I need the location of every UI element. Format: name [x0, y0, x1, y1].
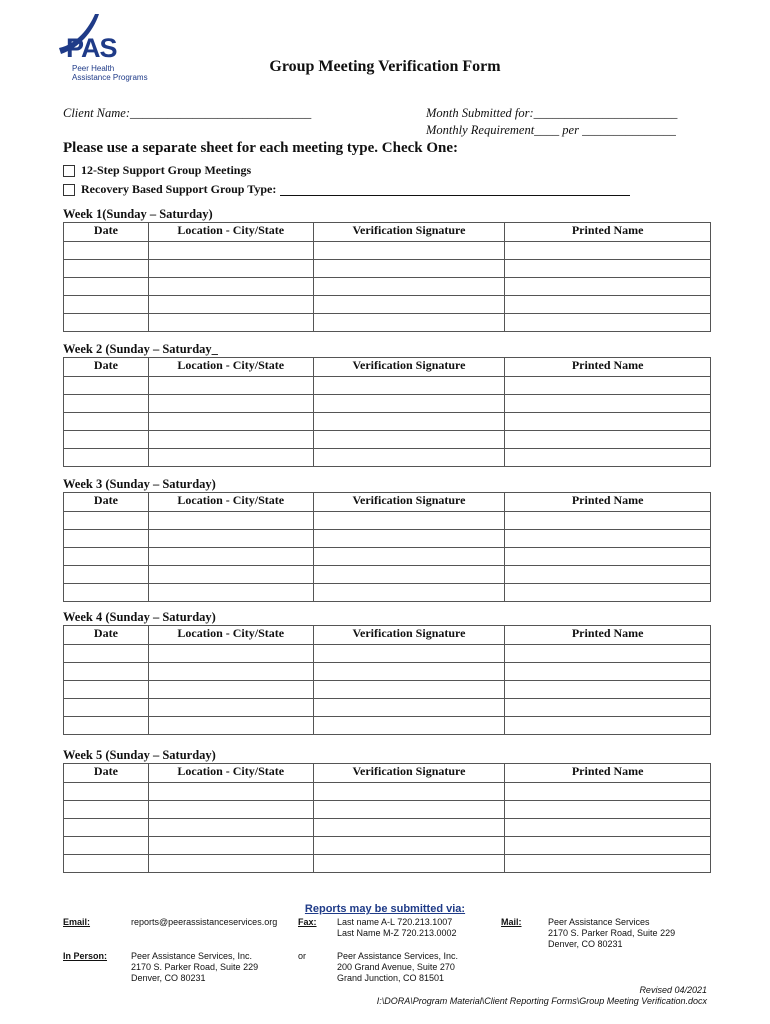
week-5-table	[63, 763, 711, 873]
table-row[interactable]	[64, 530, 711, 548]
table-row[interactable]	[64, 512, 711, 530]
col-date: Date	[64, 358, 149, 377]
table-row[interactable]	[64, 260, 711, 278]
col-signature: Verification Signature	[313, 358, 505, 377]
week-4-table	[63, 625, 711, 735]
table-row[interactable]	[64, 413, 711, 431]
in-person-label: In Person:	[63, 951, 108, 961]
table-row[interactable]	[64, 242, 711, 260]
table-row[interactable]	[64, 377, 711, 395]
instruction-heading: Please use a separate sheet for each meeting type. Check One:	[63, 140, 459, 156]
col-signature: Verification Signature	[313, 223, 505, 242]
table-header-row	[64, 626, 711, 645]
mail-label: Mail:	[501, 917, 522, 927]
week-5-label: Week 5 (Sunday – Saturday)	[63, 748, 216, 762]
col-location: Location - City/State	[148, 358, 313, 377]
col-printed-name: Printed Name	[505, 493, 711, 512]
table-row[interactable]	[64, 801, 711, 819]
logo-subtitle: Peer Health Assistance Programs	[72, 64, 148, 82]
recovery-type-line[interactable]	[280, 183, 630, 196]
table-row[interactable]	[64, 314, 711, 332]
or-block: Peer Assistance Services, Inc. 200 Grand Avenue, Suite 270 Grand Junction, CO 81501	[337, 951, 459, 983]
col-date: Date	[64, 626, 149, 645]
col-date: Date	[64, 223, 149, 242]
table-row[interactable]	[64, 819, 711, 837]
option-12step[interactable]	[63, 163, 251, 178]
col-printed-name: Printed Name	[505, 223, 711, 242]
table-header-row	[64, 223, 711, 242]
col-printed-name: Printed Name	[505, 358, 711, 377]
week-2-label: Week 2 (Sunday – Saturday_	[63, 342, 218, 356]
table-header-row	[64, 764, 711, 783]
col-date: Date	[64, 764, 149, 783]
table-row[interactable]	[64, 296, 711, 314]
table-row[interactable]	[64, 663, 711, 681]
email-label: Email:	[63, 917, 91, 927]
footer-heading: Reports may be submitted via:	[304, 903, 466, 915]
col-signature: Verification Signature	[313, 493, 505, 512]
col-location: Location - City/State	[148, 764, 313, 783]
fax-block: Last name A-L 720.213.1007 Last Name M-Z 720.213.0002	[337, 917, 457, 938]
table-row[interactable]	[64, 855, 711, 873]
in-person-block: Peer Assistance Services, Inc. 2170 S. Parker Road, Suite 229 Denver, CO 80231	[131, 951, 259, 983]
week-3-table	[63, 492, 711, 602]
table-row[interactable]	[64, 837, 711, 855]
col-signature: Verification Signature	[313, 764, 505, 783]
table-row[interactable]	[64, 548, 711, 566]
or-label: or	[298, 951, 307, 961]
page-title: Group Meeting Verification Form	[269, 58, 501, 75]
week-2-table	[63, 357, 711, 467]
table-row[interactable]	[64, 783, 711, 801]
table-row[interactable]	[64, 584, 711, 602]
table-header-row	[64, 358, 711, 377]
monthly-requirement-field[interactable]: Monthly Requirement____ per _______________	[426, 123, 676, 137]
week-4-label: Week 4 (Sunday – Saturday)	[63, 610, 216, 624]
table-row[interactable]	[64, 566, 711, 584]
table-row[interactable]	[64, 681, 711, 699]
table-row[interactable]	[64, 645, 711, 663]
month-submitted-field[interactable]: Month Submitted for:_______________________	[426, 106, 678, 120]
client-name-field[interactable]: Client Name:_____________________________	[63, 106, 312, 120]
option-12step-label: 12-Step Support Group Meetings	[81, 163, 252, 177]
table-row[interactable]	[64, 278, 711, 296]
fax-label: Fax:	[298, 917, 317, 927]
checkbox-recovery[interactable]	[63, 184, 75, 196]
table-row[interactable]	[64, 717, 711, 735]
revised-date: Revised 04/2021	[639, 985, 707, 995]
logo-text: PAS	[66, 33, 117, 63]
table-row[interactable]	[64, 449, 711, 467]
mail-block: Peer Assistance Services 2170 S. Parker Road, Suite 229 Denver, CO 80231	[548, 917, 676, 949]
table-row[interactable]	[64, 699, 711, 717]
col-signature: Verification Signature	[313, 626, 505, 645]
col-printed-name: Printed Name	[505, 764, 711, 783]
col-location: Location - City/State	[148, 493, 313, 512]
col-printed-name: Printed Name	[505, 626, 711, 645]
option-recovery[interactable]	[63, 182, 630, 197]
col-date: Date	[64, 493, 149, 512]
week-3-label: Week 3 (Sunday – Saturday)	[63, 477, 216, 491]
col-location: Location - City/State	[148, 223, 313, 242]
option-recovery-label: Recovery Based Support Group Type:	[81, 182, 277, 196]
table-row[interactable]	[64, 395, 711, 413]
week-1-label: Week 1(Sunday – Saturday)	[63, 207, 213, 221]
file-path: I:\DORA\Program Material\Client Reporting Forms\Group Meeting Verification.docx	[376, 996, 707, 1006]
week-1-table	[63, 222, 711, 332]
email-value[interactable]: reports@peerassistanceservices.org	[131, 917, 278, 927]
col-location: Location - City/State	[148, 626, 313, 645]
table-row[interactable]	[64, 431, 711, 449]
checkbox-12step[interactable]	[63, 165, 75, 177]
table-header-row	[64, 493, 711, 512]
